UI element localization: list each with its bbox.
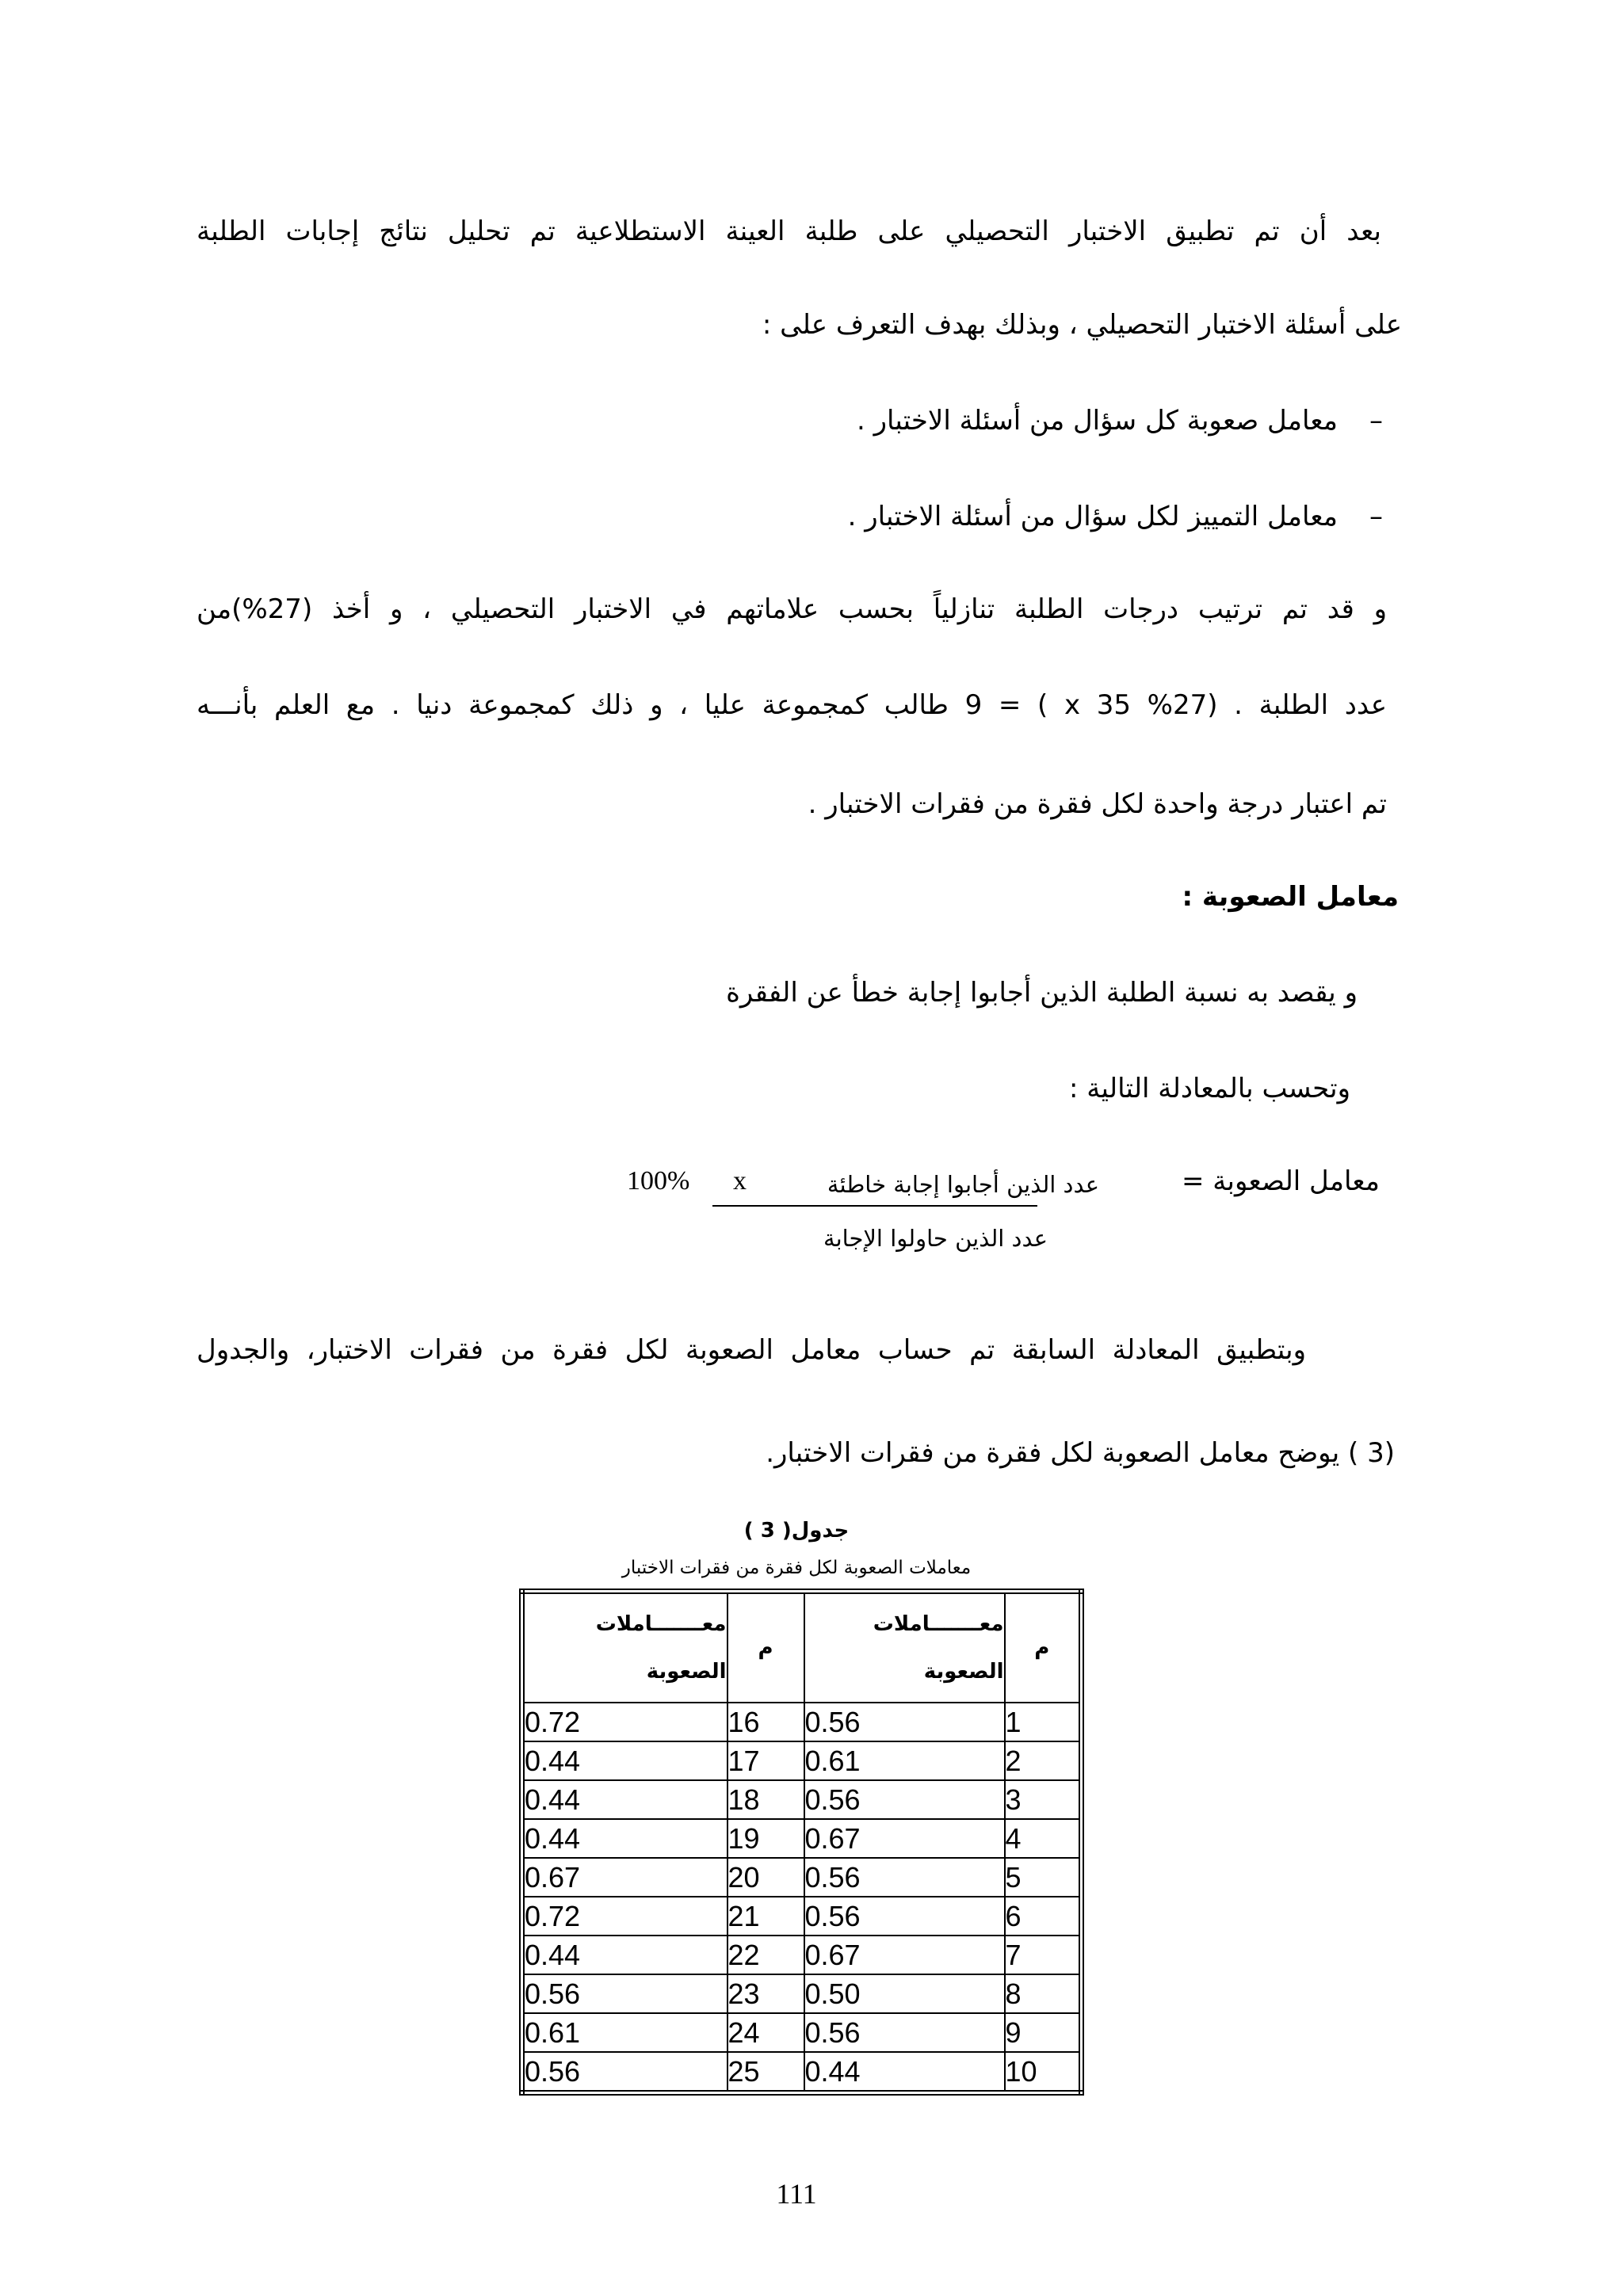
difficulty-value: 0.44	[522, 1741, 727, 1780]
difficulty-value: 0.67	[804, 1819, 1005, 1858]
paragraph-line: عدد الطلبة . (27% x 35 ) = 9 طالب كمجموعة عليا ، و ذلك كمجموعة دنيا . مع العلم بأنـــه	[197, 689, 1387, 721]
difficulty-value: 0.56	[804, 2013, 1005, 2052]
difficulty-value: 0.67	[522, 1858, 727, 1897]
item-number: 7	[1005, 1936, 1082, 1974]
table-row	[522, 1974, 1082, 2013]
table-row	[522, 1819, 1082, 1858]
item-number: 5	[1005, 1858, 1082, 1897]
difficulty-value: 0.72	[522, 1703, 727, 1741]
item-number: 19	[727, 1819, 804, 1858]
item-number: 2	[1005, 1741, 1082, 1780]
column-header-index: م	[727, 1592, 804, 1703]
dash-bullet-icon: –	[1369, 501, 1383, 532]
paragraph-line: على أسئلة الاختبار التحصيلي ، وبذلك بهدف التعرف على :	[762, 309, 1402, 341]
difficulty-value: 0.72	[522, 1897, 727, 1936]
table-row	[522, 1858, 1082, 1897]
table-row	[522, 1936, 1082, 1974]
difficulty-value: 0.56	[804, 1703, 1005, 1741]
fraction-line	[712, 1205, 1037, 1207]
item-number: 24	[727, 2013, 804, 2052]
table-row	[522, 2013, 1082, 2052]
paragraph-line: وبتطبيق المعادلة السابقة تم حساب معامل الصعوبة لكل فقرة من فقرات الاختبار، والجدول	[197, 1334, 1306, 1366]
table-row	[522, 1780, 1082, 1819]
table-row	[522, 2052, 1082, 2093]
item-number: 25	[727, 2052, 804, 2093]
column-header-value	[522, 1592, 727, 1703]
item-number: 10	[1005, 2052, 1082, 2093]
table-caption: جدول( 3 )	[743, 1519, 850, 1543]
difficulty-value: 0.50	[804, 1974, 1005, 2013]
difficulty-value: 0.44	[522, 1936, 727, 1974]
formula-denominator: عدد الذين حاولوا الإجابة	[823, 1225, 1048, 1252]
difficulty-value: 0.56	[522, 1974, 727, 2013]
bullet-text: معامل صعوبة كل سؤال من أسئلة الاختبار .	[857, 405, 1338, 437]
bullet-item	[197, 401, 1383, 441]
bullet-text: معامل التمييز لكل سؤال من أسئلة الاختبار .	[847, 501, 1338, 532]
paragraph-line: وتحسب بالمعادلة التالية :	[1068, 1073, 1350, 1104]
table-row	[522, 1897, 1082, 1936]
formula-numerator: عدد الذين أجابوا إجابة خاطئة	[827, 1171, 1099, 1198]
difficulty-table	[519, 1589, 1084, 2096]
bullet-item	[197, 497, 1383, 536]
table-row	[522, 1741, 1082, 1780]
formula-lhs: معامل الصعوبة =	[1182, 1165, 1380, 1197]
dash-bullet-icon: –	[1369, 405, 1383, 437]
column-header-value-line2: الصعوبة	[923, 1660, 1004, 1684]
item-number: 3	[1005, 1780, 1082, 1819]
item-number: 16	[727, 1703, 804, 1741]
paragraph-line: بعد أن تم تطبيق الاختبار التحصيلي على طلبة العينة الاستطلاعية تم تحليل نتائج إجابات الطلبة	[197, 215, 1381, 247]
table-header-row	[522, 1592, 1082, 1703]
paragraph-line: (3 ) يوضح معامل الصعوبة لكل فقرة من فقرات الاختبار.	[766, 1437, 1395, 1469]
difficulty-value: 0.44	[522, 1780, 727, 1819]
difficulty-value: 0.61	[522, 2013, 727, 2052]
difficulty-value: 0.44	[804, 2052, 1005, 2093]
formula-percent: 100%	[627, 1166, 690, 1196]
column-header-value-line1: معـــــــاملات	[595, 1612, 727, 1636]
item-number: 22	[727, 1936, 804, 1974]
table-subcaption: معاملات الصعوبة لكل فقرة من فقرات الاختبار	[621, 1558, 972, 1578]
item-number: 17	[727, 1741, 804, 1780]
item-number: 18	[727, 1780, 804, 1819]
section-heading: معامل الصعوبة :	[1182, 881, 1399, 913]
difficulty-value: 0.56	[522, 2052, 727, 2093]
difficulty-value: 0.67	[804, 1936, 1005, 1974]
column-header-value-line2: الصعوبة	[646, 1660, 727, 1684]
paragraph-line: تم اعتبار درجة واحدة لكل فقرة من فقرات الاختبار .	[808, 788, 1387, 820]
item-number: 4	[1005, 1819, 1082, 1858]
item-number: 20	[727, 1858, 804, 1897]
paragraph-line: و قد تم ترتيب درجات الطلبة تنازلياً بحسب علاماتهم في الاختبار التحصيلي ، و أخذ (27%)من	[197, 593, 1387, 625]
item-number: 8	[1005, 1974, 1082, 2013]
difficulty-value: 0.56	[804, 1897, 1005, 1936]
item-number: 6	[1005, 1897, 1082, 1936]
item-number: 23	[727, 1974, 804, 2013]
item-number: 1	[1005, 1703, 1082, 1741]
page-number: 111	[776, 2178, 817, 2210]
difficulty-value: 0.61	[804, 1741, 1005, 1780]
item-number: 21	[727, 1897, 804, 1936]
column-header-index: م	[1005, 1592, 1082, 1703]
item-number: 9	[1005, 2013, 1082, 2052]
table-row	[522, 1703, 1082, 1741]
formula-times: x	[733, 1166, 747, 1196]
difficulty-value: 0.56	[804, 1858, 1005, 1897]
paragraph-line: و يقصد به نسبة الطلبة الذين أجابوا إجابة خطأ عن الفقرة	[726, 977, 1358, 1009]
difficulty-value: 0.44	[522, 1819, 727, 1858]
column-header-value-line1: معـــــــاملات	[873, 1612, 1004, 1636]
column-header-value	[804, 1592, 1005, 1703]
difficulty-value: 0.56	[804, 1780, 1005, 1819]
